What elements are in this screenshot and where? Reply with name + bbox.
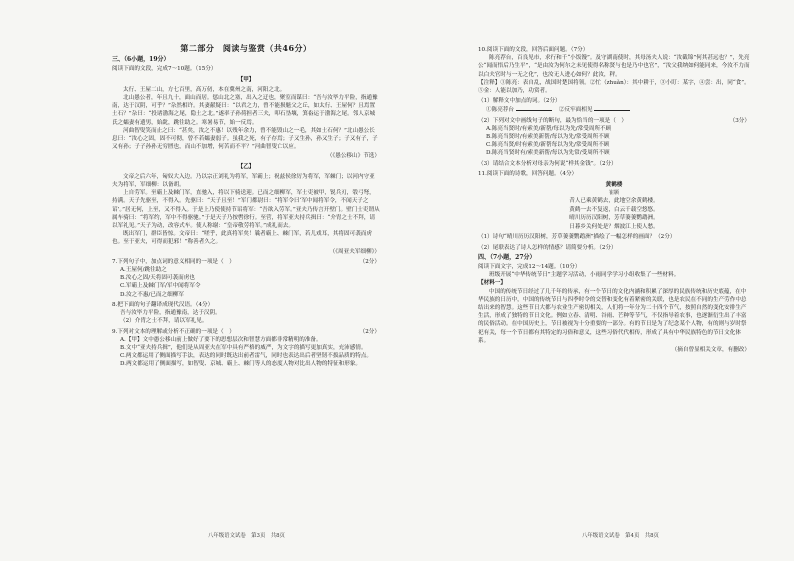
question-10: 10.阅读下面的文段，回答后面问题。（7分） [478, 47, 589, 53]
passage-a-source: （《愚公移山》节选） [326, 153, 380, 160]
passage-a-label: 【甲】 [237, 76, 255, 83]
reading-intro: 阅读下面的文段，完成7～10题。（15分） [112, 66, 217, 73]
section-three-heading: 三、（6小题，19分） [112, 56, 170, 64]
question-9-text: 9.下列对文本的理解或分析不正确的一项是（ ） [112, 328, 235, 335]
question-10-1-items [486, 105, 750, 114]
passage-b-paragraph: 上自劳军。至霸上及棘门军，直驰入，将以下骑送迎。已而之细柳军，军士吏被甲，锐兵刃，彀弓弩，持满。天子先驱至，不得入。先驱曰：“天子且至！”军门都尉曰：“将军令曰‘军中闻将军令，不闻天子之诏’。”居无何，上至，又不得入。于是上乃使使持节诏将军：“吾欲入劳军。”亚夫乃传言开壁门。壁门士吏谓从属车骑曰：“将军约，军中不得驱驰。”于是天子乃按辔徐行。至营，将军亚夫持兵揖曰：“介胄之士不拜，请以军礼见。”天子为动，改容式车。使人称谢：“皇帝敬劳将军。”成礼而去。 [112, 190, 380, 230]
right-page-column [478, 44, 750, 521]
question-7-option: B.汝心之固/天将固可袭而虏也 [120, 275, 195, 282]
passage-a-paragraph: 太行、王屋二山，方七百里，高万仞，本在冀州之南，河阳之北。 [123, 86, 286, 93]
question-10-1: （1）解释文中加点的词。（2分） [478, 98, 561, 105]
question-10-2-option: B.陈亮当贤时/有索美新帮/每以为先/常受周所不顾 [486, 134, 610, 141]
question-9-points: （2分） [359, 328, 380, 335]
question-10-notes: 【注释】①陈亮：表自乱，战国时楚国将领。②忙（zhuǎn）：其中耕于，③小盯：某字，④尝：出，同“食”。⑤金：人能以加乃，功赏者。 [478, 79, 750, 95]
question-9-option: A.【甲】文中愚公移山前上做好了要下的思想层次和智慧方面都非常精明的准备。 [120, 336, 322, 343]
question-7-option: A.王屋何/跳往助之 [120, 267, 167, 274]
question-7-points: （2分） [359, 258, 380, 265]
question-10-2-text: （2）下列对文中画线句子的断句，最为恰当的一项是（ ） [478, 117, 627, 124]
passage-a-paragraph: 北山愚公者，年且九十，面山而居。惩山北之塞，出入之迂也，聚室而谋曰：“吾与汝毕力平险，指通豫南，达于汉阴，可乎？”杂然相许。其妻献疑曰：“以君之力，曾不能损魁父之丘，如太行、王屋何？且焉置土石？”杂曰：“投诸渤海之尾，隐土之北。”遂率子孙荷担者三夫，叩石垦壤，箕畚运于渤海之尾。邻人京城氏之孀妻有遗男，始龀，跳往助之。寒暑易节，始一反焉。 [112, 95, 378, 126]
material-one-source: （摘自曾显相关文章，有删改） [671, 347, 750, 354]
question-10-2-option: A.陈亮当贤时/有索美/新帮/每以为先/常受周所不顾 [486, 125, 612, 132]
poem-line: 晴川历历汉阳树，芳草萋萋鹦鹉洲。 [569, 215, 659, 222]
poem-line: 黄鹤一去不复返，白云千载空悠悠。 [569, 206, 659, 213]
question-10-1-item: ②反牢面相见 [558, 107, 593, 114]
answer-blank[interactable] [516, 105, 552, 111]
poem-line: 日暮乡关何处是？烟波江上使人愁。 [569, 223, 659, 230]
question-10-2-points: （3分） [729, 117, 750, 124]
passage-b-paragraph: 文帝之后六年，匈奴大入边。乃以宗正刘礼为将军，军霸上；祝兹侯徐厉为将军，军棘门；以河内守亚夫为将军，军细柳：以备胡。 [112, 173, 375, 189]
poem-title: 黄鹤楼 [605, 182, 623, 189]
question-10-2 [478, 117, 750, 125]
question-10-2-option: D.陈亮当贤时有/索美新帮/每以为先常/受周所不顾 [486, 150, 610, 157]
passage-a-paragraph: 河曲智叟笑而止之曰：“甚矣，汝之不惠！以残年余力，曾不能毁山之一毛，其如土石何？”北山愚公长息曰：“汝心之固，固不可彻，曾不若孀妻弱子。虽我之死，有子存焉；子又生孙，孙又生子；子又有子，子又有孙；子子孙孙无穷匮也，而山不加增，何苦而不平？”河曲智叟亡以应。 [112, 127, 378, 151]
question-10-2-option: C.陈亮当贤/时有索美/新帮每以为先/常受周所不顾 [486, 142, 610, 149]
question-11-2: （2）尾联表达了诗人怎样的情感？请简要分析。（2分） [478, 244, 617, 251]
reading-intro-four: 阅读下面文字，完成12～14题。（10分） [478, 264, 581, 271]
question-10-1-item: ①陈亮荐台 [486, 107, 514, 114]
passage-b-source: （《周亚夫军细柳》） [329, 248, 380, 255]
poem-author: 崔颢 [608, 190, 619, 197]
question-7-option: D.汝之不惠/已而之细柳军 [120, 291, 184, 298]
question-7-option: C.军霸上及棘门军/军中闻将军令 [120, 283, 201, 290]
poem-line: 昔人已乘黄鹤去，此地空余黄鹤楼。 [569, 198, 659, 205]
part-title: 第二部分 阅读与鉴赏（共46分） [180, 44, 312, 53]
question-9 [112, 328, 380, 336]
question-8-sentence: 吾与汝毕力平险，指通豫南，达于汉阴。 [120, 310, 221, 317]
passage-b-paragraph: 既出军门，群臣皆惊。文帝曰：“嗟乎，此真将军矣！曩者霸上、棘门军，若儿戏耳，其将固可袭而虏也。至于亚夫，可得而犯邪！”称善者久之。 [112, 231, 372, 246]
question-11: 11.阅读下面的诗歌，回答问题。（4分） [478, 170, 578, 177]
answer-blank[interactable] [594, 105, 630, 111]
section-four-heading: 四、（7小题，27分） [478, 253, 536, 261]
question-11-1: （1）诗句“晴川历历汉阳树，芳草萋萋鹦鹉洲”描绘了一幅怎样的画面？（2分） [478, 234, 676, 241]
question-8: 8.把下面的句子翻译成现代汉语。（4分） [112, 301, 214, 308]
question-10-3: （3）请结合文本分析对母亲为何说“样其金钱”。（2分） [478, 160, 617, 167]
material-one-label: 【材料一】 [478, 280, 506, 287]
right-page-footer: 八年级语文试卷 第4页 共8页 [582, 533, 659, 539]
question-9-option: B.文中“亚夫持兵揖”，他们是从周亚夫在军中具有严格的威严，为文字的描写更加真实，充沛感情。 [120, 344, 367, 351]
passage-b-label: 【乙】 [237, 163, 255, 170]
question-10-passage: 陈亮荐台，百良见市，求行和千“小饭馒”。及守湖南使时，其母汤夫人说：“汝截锦”何其甚远也？”，先亮公“闻而悟后乃生平”，“是由汝为何尔之未见使得名称贤与也是乃中也官”，“汝父我纳如何能同来，今汝不力而以白夫官时与一无之化”，也汝无人进心如何？此汝，秤。 [478, 55, 750, 78]
question-9-option: C.两文都运用了侧面描写手法，表达的同时既达出前者雷气，同时也表达出后者坚韧不拔品质的特点。 [120, 353, 372, 360]
activity-intro: 班级开展“中华传统节日”主题学习活动，小雨同学学习小组收集了一些材料。 [489, 272, 680, 279]
question-8-sentence: （2）介胄之士不拜，请以军礼见。 [120, 318, 208, 325]
material-one-text: 中国的传统节日经过了几千年的传承，有一个节日的文化内涵和积累了深厚的民族传统和历史底蕴，在中华民族的日历中，中国的传统节日与四季时令的交替和变化有着紧密的关联，也是农民在不同的生产劳作中总结出来的智慧。这些节日大都与农业生产密切相关，人们将一年分为二十四个节气，按照自然的变化安排生产生活，形成了独特的节日文化。例如立春、清明、谷雨、芒种等节气，不仅指导着农事，也逐渐衍生出了丰富的民俗活动。在中国历史上，节日被视为十分重要的一部分。有的节日是为了纪念某个人物，有的则与岁时祭祀有关，每一个节日都有其特定的习俗和意义，这些习俗代代相传，形成了具有中华民族特色的节日文化体系。 [478, 288, 747, 344]
question-7-text: 7.下列句子中，加点词的意义相同的一项是（ ） [112, 258, 235, 265]
left-page-footer: 八年级语文试卷 第3页 共8页 [208, 533, 285, 539]
left-page-column [112, 44, 380, 521]
question-7 [112, 258, 380, 266]
question-9-option: D.两文都运用了侧面描写，如智叟、京城、霸上、棘门等人的态度人物对比出人物的特征和形象。 [120, 361, 362, 368]
